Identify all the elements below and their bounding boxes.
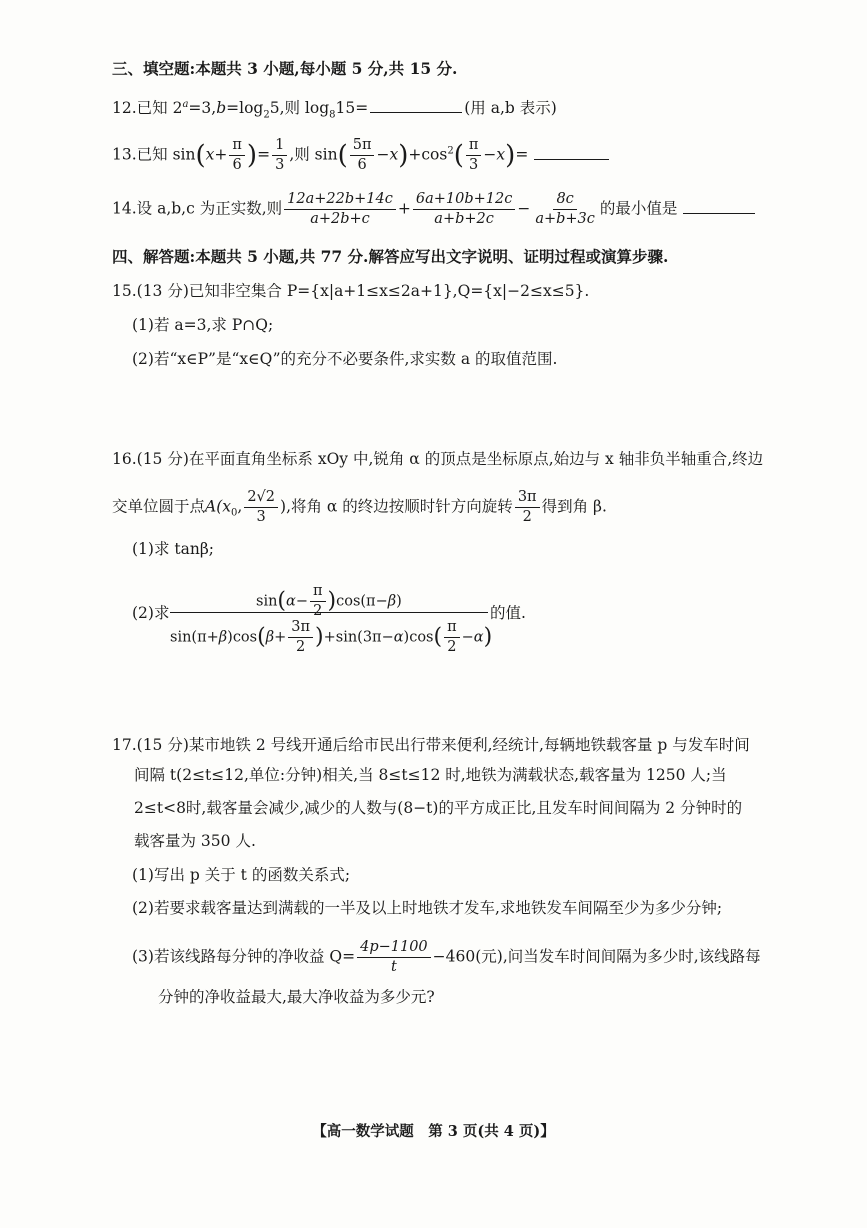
question-16-part-1: (1)求 tanβ; — [132, 540, 215, 558]
section-3-heading: 三、填空题:本题共 3 小题,每小题 5 分,共 15 分. — [112, 59, 458, 78]
question-17-line-1: 17.(15 分)某市地铁 2 号线开通后给市民出行带来便利,经统计,每辆地铁载客量 p 与发车时间 — [112, 736, 750, 754]
question-17-line-4: 载客量为 350 人. — [134, 832, 256, 850]
fraction-denominator: sin(π+β)cos(β+ $\frac{3\pi}{2}$ )+sin(3π−α)cos( $\frac{\pi}{2}$ −α) — [170, 619, 493, 655]
question-15-part-1: (1)若 a=3,求 P∩Q; — [132, 316, 274, 334]
question-15-part-2: (2)若“x∈P”是“x∈Q”的充分不必要条件,求实数 a 的取值范围. — [132, 350, 558, 368]
answer-blank-13 — [534, 149, 609, 160]
question-16-part-2-label: (2)求 — [132, 604, 170, 622]
answer-blank-14 — [683, 203, 755, 214]
question-17-part-2: (2)若要求载客量达到满载的一半及以上时地铁才发车,求地铁发车间隔至少为多少分钟; — [132, 899, 723, 917]
page-footer: 【高一数学试题 第 3 页(共 4 页)】 — [312, 1123, 555, 1140]
question-16-fraction — [170, 582, 493, 655]
question-17-line-3: 2≤t<8时,载客量会减少,减少的人数与(8−t)的平方成正比,且发车时间间隔为 2 分钟时的 — [134, 799, 743, 817]
question-17-part-1: (1)写出 p 关于 t 的函数关系式; — [132, 866, 351, 884]
question-16-line-1: 16.(15 分)在平面直角坐标系 xOy 中,锐角 α 的顶点是坐标原点,始边与 x 轴非负半轴重合,终边 — [112, 450, 764, 468]
question-12: 12.已知 $2^a=3,b=\log_25$,则 $\log_815=$ (用 a,b 表示) — [112, 99, 557, 121]
question-15-stem: 15.(13 分)已知非空集合 P={x|a+1≤x≤2a+1},Q={x|−2≤x≤5}. — [112, 282, 590, 300]
question-17-part-3-cont: 分钟的净收益最大,最大净收益为多少元? — [158, 988, 435, 1006]
fraction-numerator: sin(α− $\frac{\pi}{2}$ )cos(π−β) — [256, 583, 402, 619]
question-13: 13.已知 sin(x+ $\frac{\pi}{6}$ )= $\frac{1}{3}$ ,则 sin( $\frac{5\pi}{6}$ $-x)+\cos^2$( $\frac{\pi}{3}$ −x)= — [112, 136, 609, 175]
question-17-part-3: (3)若该线路每分钟的净收益 Q= $\frac{4p-1100}{t}$ −460(元),问当发车时间间隔为多少时,该线路每 — [132, 939, 761, 975]
answer-blank-12 — [370, 98, 462, 113]
question-17-line-2: 间隔 t(2≤t≤12,单位:分钟)相关,当 8≤t≤12 时,地铁为满载状态,载客量为 1250 人;当 — [134, 766, 727, 784]
question-14: 14.设 a,b,c 为正实数,则 $\frac{12a+22b+14c}{a+2b+c}$ + $\frac{6a+10b+12c}{a+b+2c}$ − $\frac{8c}{a+b+3c}$ 的最小值是 — [112, 190, 755, 229]
section-4-heading: 四、解答题:本题共 5 小题,共 77 分.解答应写出文字说明、证明过程或演算步骤. — [112, 247, 669, 266]
question-16-line-2: 交单位圆于点$A(x_0$, $\frac{2√2}{3}$ ),将角 α 的终边按顺时针方向旋转 $\frac{3\pi}{2}$ 得到角 β. — [112, 489, 607, 525]
question-16-part-2-suffix: 的值. — [490, 604, 526, 622]
